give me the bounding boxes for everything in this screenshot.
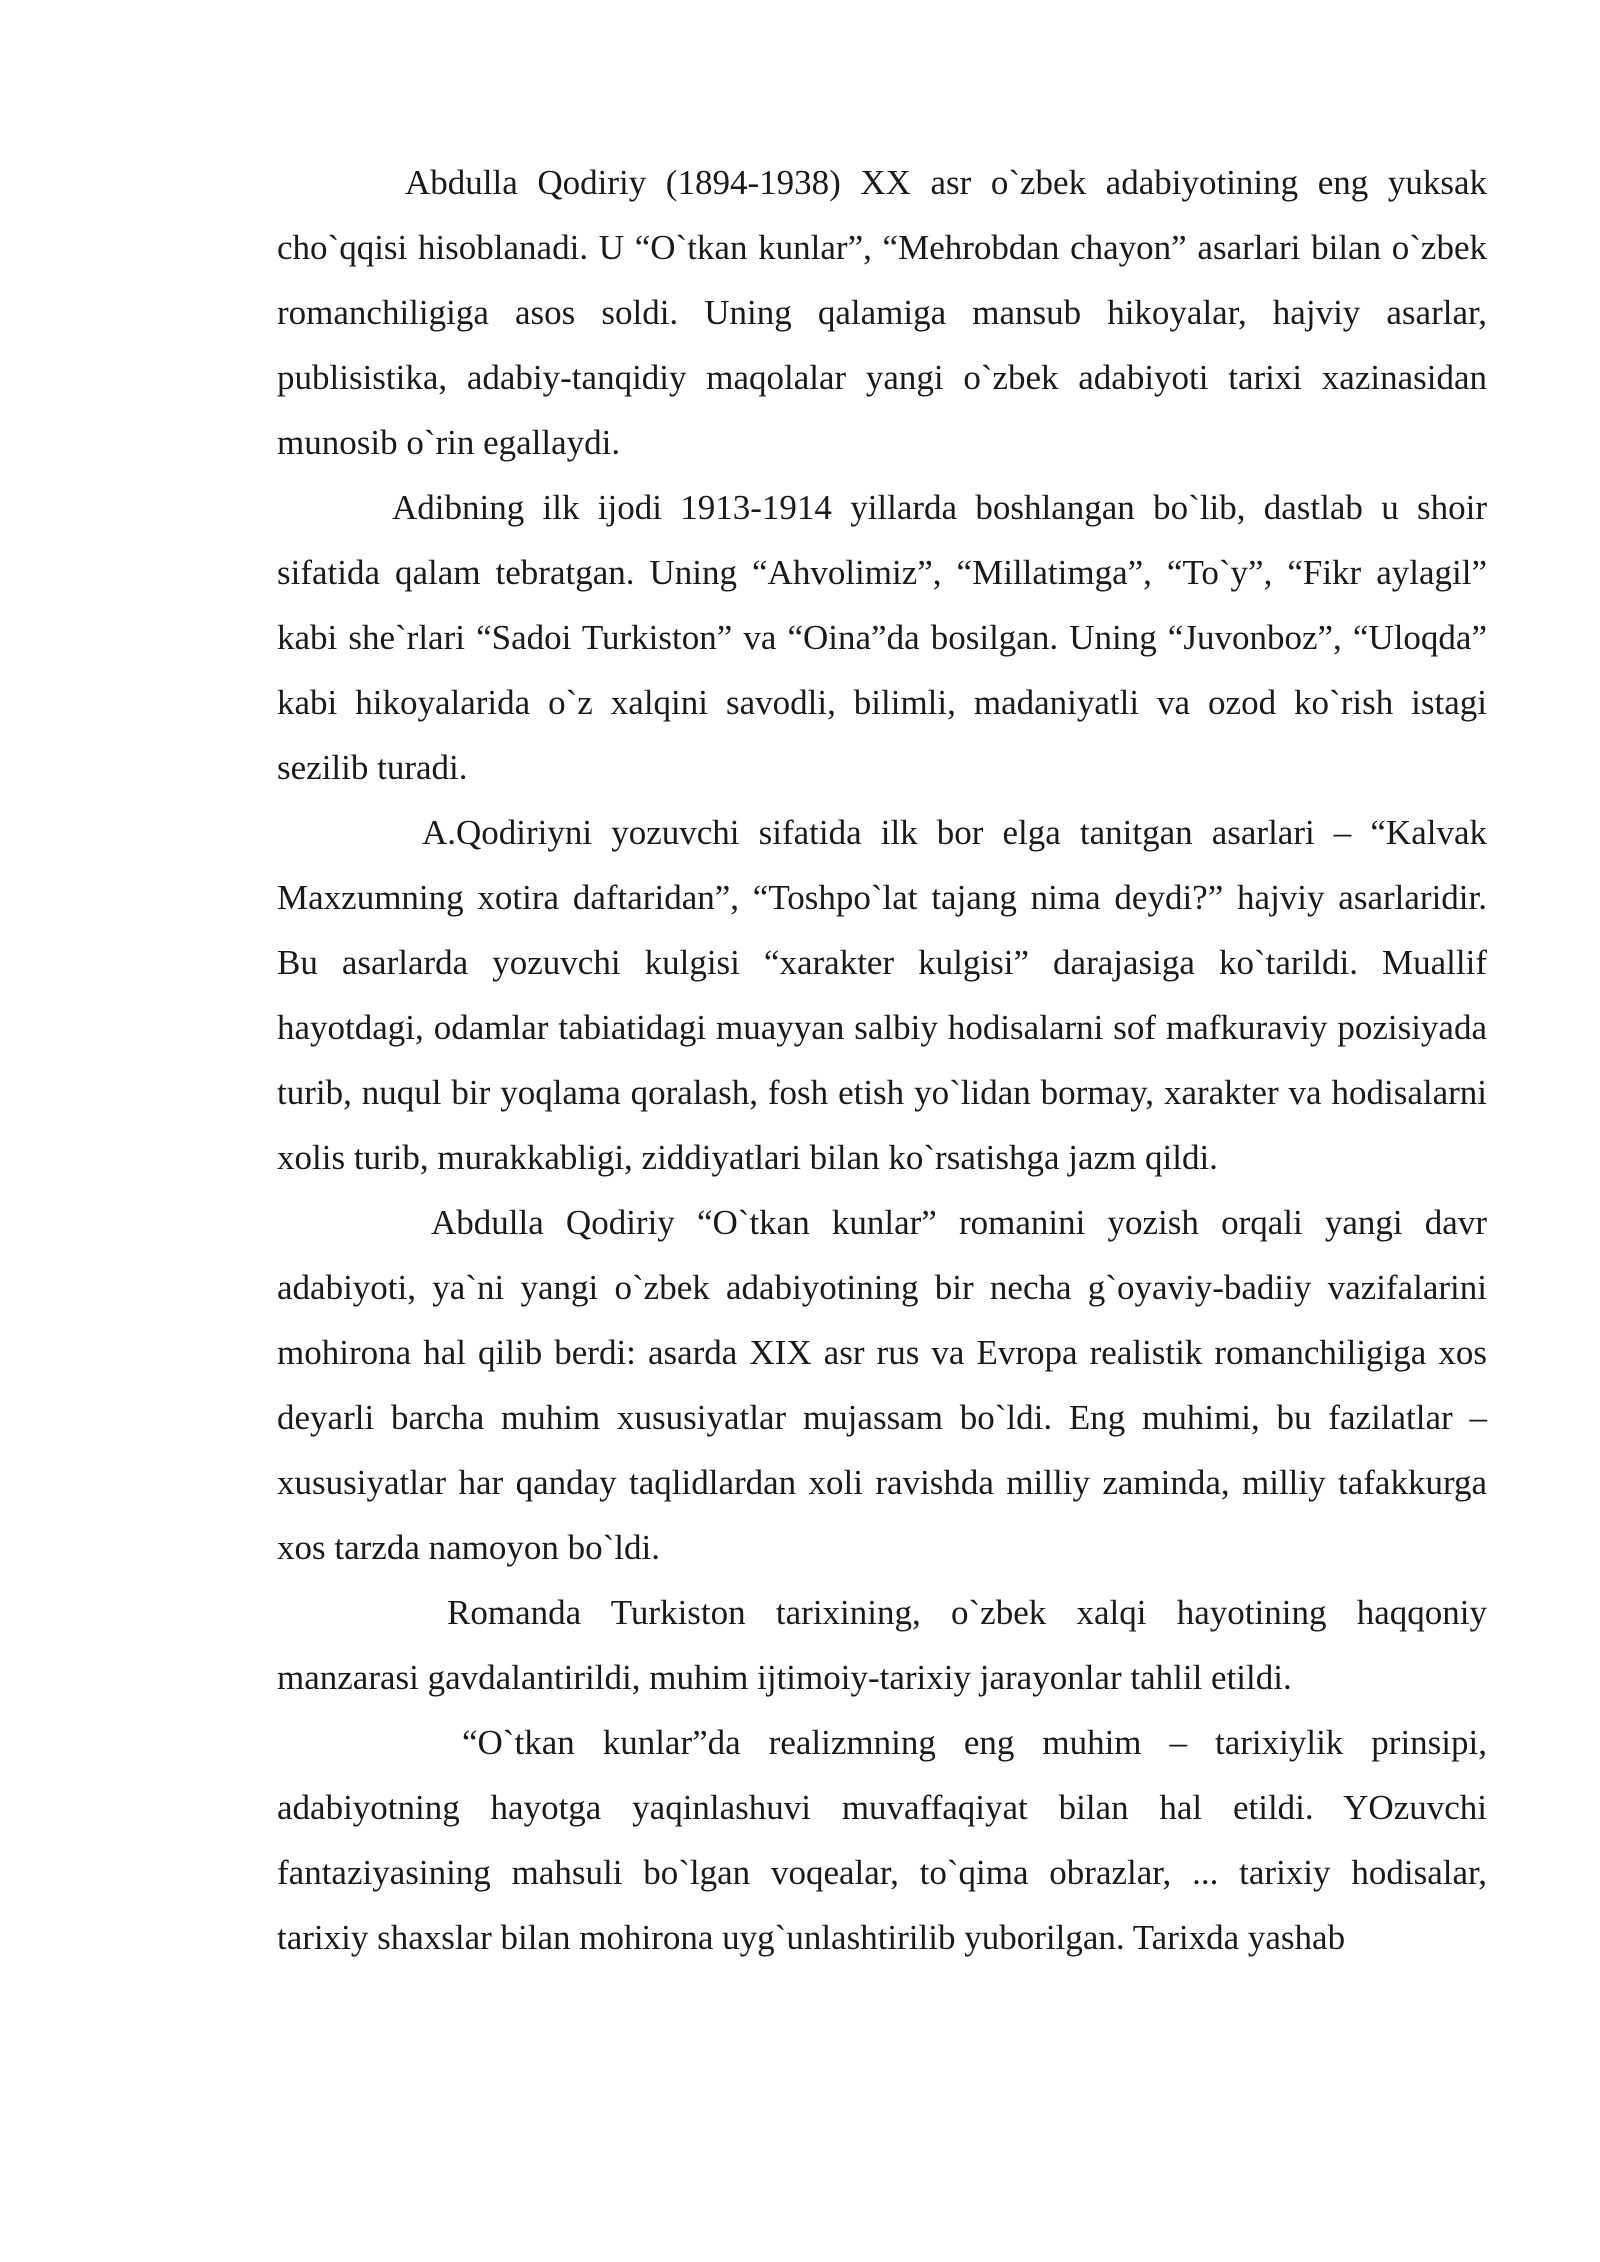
paragraph-1: Abdulla Qodiriy (1894-1938) XX asr o`zbek adabiyotining eng yuksak cho`qqisi hisoblanadi. U “O`tkan kunlar”, “Mehrobdan chayon” asarlari bilan o`zbek romanchiligiga asos soldi. Uning qalamiga mansub hikoyalar, hajviy asarlar, publisistika, adabiy-tanqidiy maqolalar yangi o`zbek adabiyoti tarixi xazinasidan munosib o`rin egallaydi. bbox=[277, 163, 1487, 462]
paragraph-4: Abdulla Qodiriy “O`tkan kunlar” romanini yozish orqali yangi davr adabiyoti, ya`ni yangi o`zbek adabiyotining bir necha g`oyaviy-badiiy vazifalarini mohirona hal qilib berdi: asarda XIX asr rus va Evropa realistik romanchiligiga xos deyarli barcha muhim xususiyatlar mujassam bo`ldi. Eng muhimi, bu fazilatlar – xususiyatlar har qanday taqlidlardan xoli ravishda milliy zaminda, milliy tafakkurga xos tarzda namoyon bo`ldi. bbox=[277, 1203, 1487, 1567]
paragraph-5: Romanda Turkiston tarixining, o`zbek xalqi hayotining haqqoniy manzarasi gavdalantirildi, muhim ijtimoiy-tarixiy jarayonlar tahlil etildi. bbox=[277, 1593, 1487, 1697]
paragraph-3: A.Qodiriyni yozuvchi sifatida ilk bor elga tanitgan asarlari – “Kalvak Maxzumning xotira daftaridan”, “Toshpo`lat tajang nima deydi?” hajviy asarlaridir. Bu asarlarda yozuvchi kulgisi “xarakter kulgisi” darajasiga ko`tarildi. Muallif hayotdagi, odamlar tabiatidagi muayyan salbiy hodisalarni sof mafkuraviy pozisiyada turib, nuqul bir yoqlama qoralash, fosh etish yo`lidan bormay, xarakter va hodisalarni xolis turib, murakkabligi, ziddiyatlari bilan ko`rsatishga jazm qildi. bbox=[277, 813, 1487, 1177]
paragraph-2: Adibning ilk ijodi 1913-1914 yillarda boshlangan bo`lib, dastlab u shoir sifatida qalam tebratgan. Uning “Ahvolimiz”, “Millatimga”, “To`y”, “Fikr aylagil” kabi she`rlari “Sadoi Turkiston” va “Oina”da bosilgan. Uning “Juvonboz”, “Uloqda” kabi hikoyalarida o`z xalqini savodli, bilimli, madaniyatli va ozod ko`rish istagi sezilib turadi. bbox=[277, 488, 1487, 787]
document-body bbox=[277, 150, 1487, 1970]
paragraph-6: “O`tkan kunlar”da realizmning eng muhim – tarixiylik prinsipi, adabiyotning hayotga yaqinlashuvi muvaffaqiyat bilan hal etildi. YOzuvchi fantaziyasining mahsuli bo`lgan voqealar, to`qima obrazlar, ... tarixiy hodisalar, tarixiy shaxslar bilan mohirona uyg`unlashtirilib yuborilgan. Tarixda yashab bbox=[277, 1723, 1487, 1957]
